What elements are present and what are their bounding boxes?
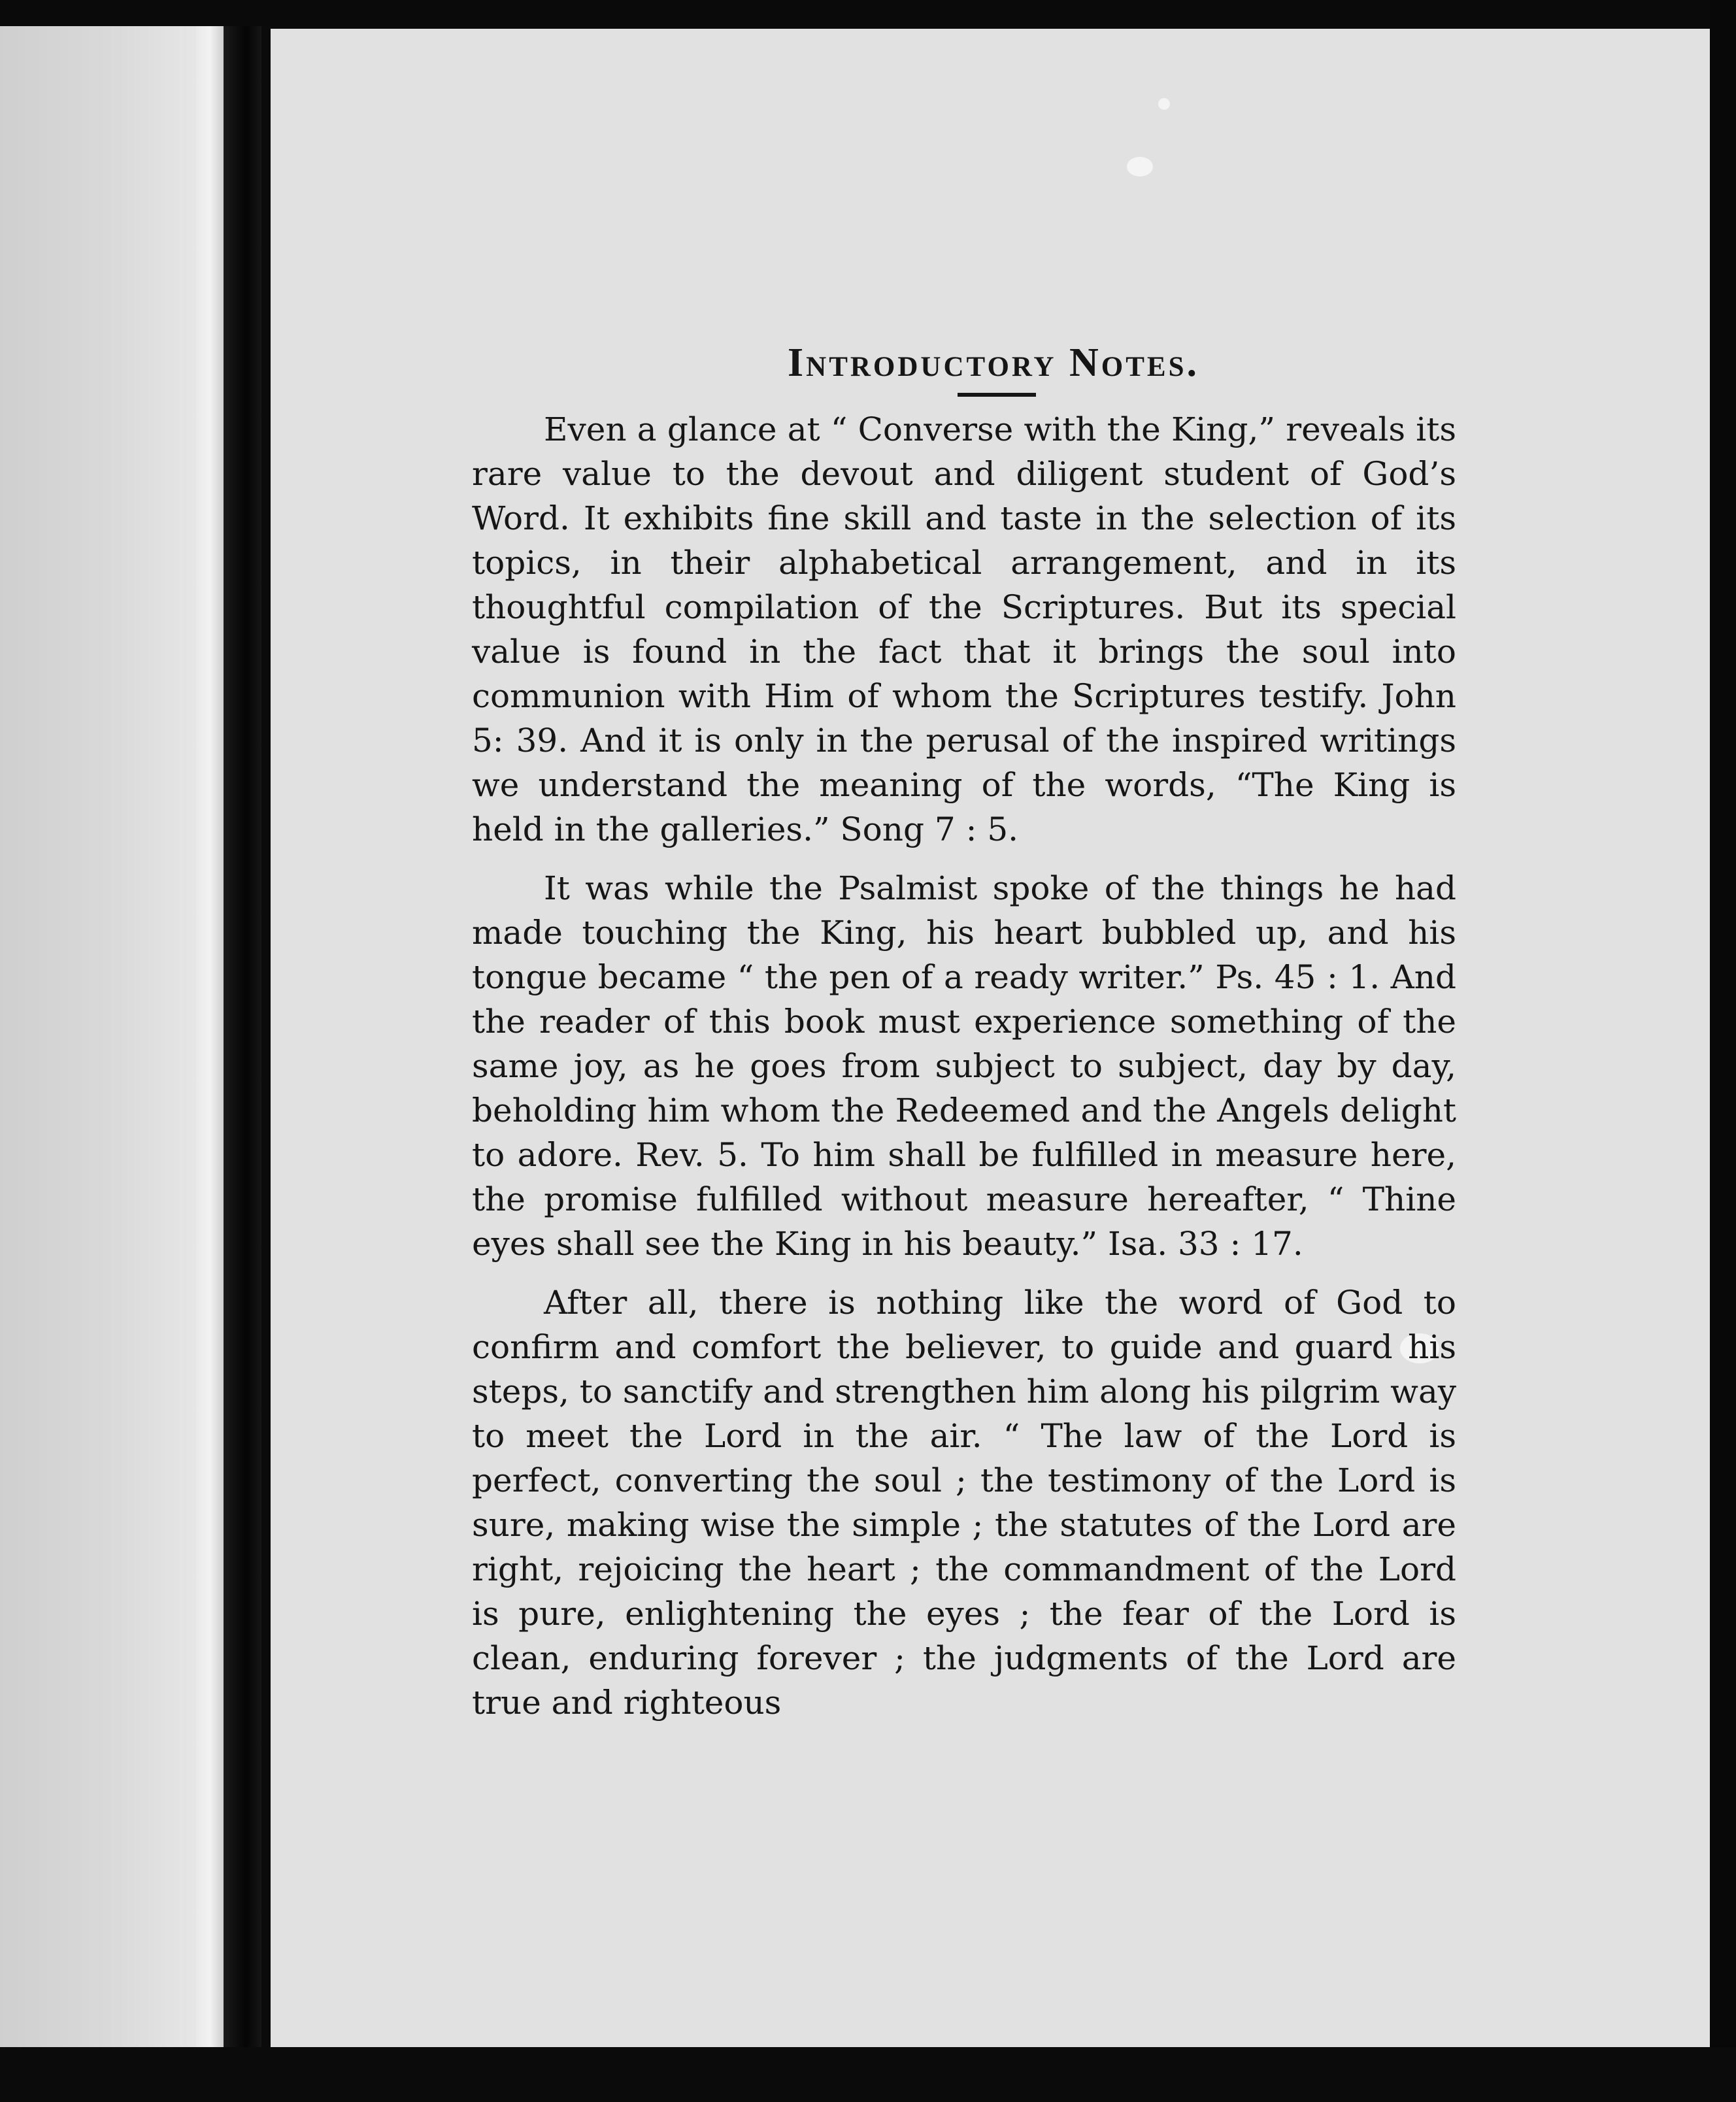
heading-rule — [958, 393, 1036, 397]
paragraph-3: After all, there is nothing like the word of God to confirm and comfort the believer, to guide and guard his steps, to sanctify and strengthen him along his pilgrim way to meet the Lord in the air. “ The law of the Lord is perfect, converting the soul ; the testimony of the Lord is sure, making wise the simple ; the statutes of the Lord are right, rejoicing the heart ; the commandment of the Lord is pure, enlightening the eyes ; the fear of the Lord is clean, enduring forever ; the judgments of the Lord are true and righteous — [472, 1284, 1456, 1722]
left-page-edge — [196, 0, 224, 2102]
scan-border-bottom — [0, 2047, 1736, 2102]
paragraph-1: Even a glance at “ Converse with the King,” reveals its rare value to the devout and diligent student of God’s Word. It exhibits fine skill and taste in the selection of its topics, in their alphabetical arrangement, and in its thoughtful compilation of the Scriptures. But its special value is found in the fact that it brings the soul into communion with Him of whom the Scriptures testify. John 5: 39. And it is only in the perusal of the inspired writings we understand the meaning of the words, “The King is held in the galleries.” Song 7 : 5. — [472, 410, 1456, 848]
paper-speck — [1158, 98, 1170, 110]
paper-speck — [1127, 157, 1153, 176]
scan-border-right — [1710, 0, 1736, 2102]
book-gutter — [224, 0, 261, 2102]
scan-border-top — [0, 0, 1736, 26]
paragraph-2: It was while the Psalmist spoke of the things he had made touching the King, his heart bubbled up, and his tongue became “ the pen of a ready writer.” Ps. 45 : 1. And the reader of this book must experience something of the same joy, as he goes from subject to subject, day by day, beholding him whom the Redeemed and the Angels delight to adore. Rev. 5. To him shall be fulfilled in measure here, the promise fulfilled without measure hereafter, “ Thine eyes shall see the King in his beauty.” Isa. 33 : 17. — [472, 869, 1456, 1263]
page-text — [472, 340, 1456, 1739]
page-heading: Introductory Notes. — [788, 341, 1199, 385]
left-page-blank — [0, 0, 196, 2102]
